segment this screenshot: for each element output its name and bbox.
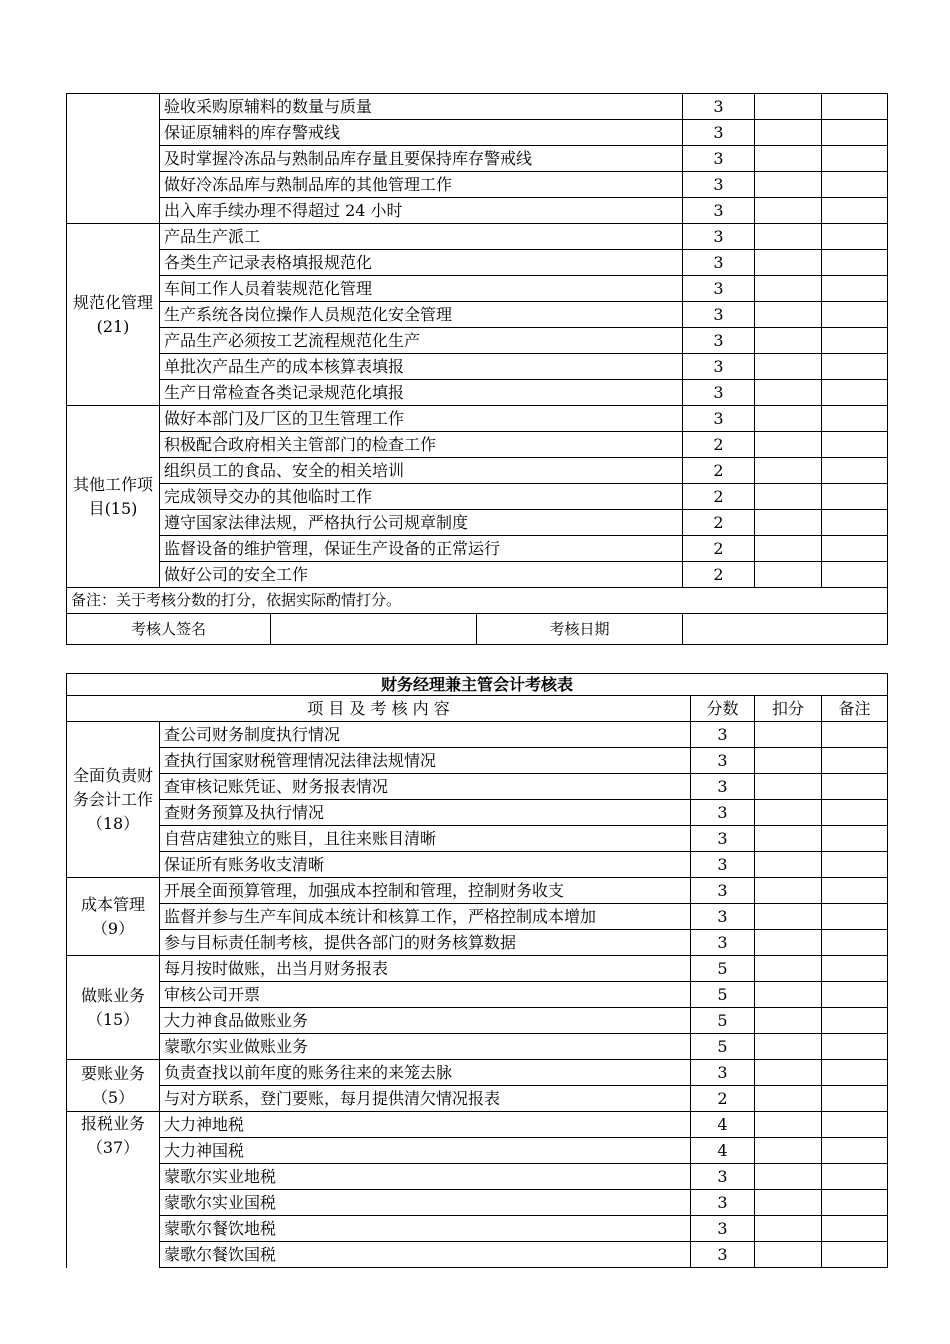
table-row	[67, 982, 888, 1008]
deduct-cell[interactable]	[755, 276, 822, 302]
remark-cell[interactable]	[822, 198, 888, 224]
item-cell: 积极配合政府相关主管部门的检查工作	[160, 432, 683, 458]
item-cell: 保证原辅料的库存警戒线	[160, 120, 683, 146]
score-cell: 5	[691, 1008, 755, 1034]
remark-cell[interactable]	[822, 774, 888, 800]
remark-cell[interactable]	[822, 1034, 888, 1060]
table-row	[67, 250, 888, 276]
item-cell: 生产日常检查各类记录规范化填报	[160, 380, 683, 406]
deduct-cell[interactable]	[755, 800, 822, 826]
finance-manager-evaluation-table	[66, 673, 888, 1268]
score-cell: 3	[691, 826, 755, 852]
remark-cell[interactable]	[822, 826, 888, 852]
category-cell: 规范化管理(21)	[67, 224, 160, 406]
item-cell: 出入库手续办理不得超过 24 小时	[160, 198, 683, 224]
signature-row	[67, 614, 888, 645]
table-row	[67, 198, 888, 224]
table-row	[67, 852, 888, 878]
deduct-cell[interactable]	[755, 562, 822, 588]
score-cell: 3	[691, 904, 755, 930]
header-row	[67, 696, 888, 722]
remark-cell[interactable]	[822, 1008, 888, 1034]
remark-cell[interactable]	[822, 484, 888, 510]
item-cell: 蒙歌尔餐饮地税	[160, 1216, 691, 1242]
remark-cell[interactable]	[822, 930, 888, 956]
remark-cell[interactable]	[822, 94, 888, 120]
table-row	[67, 172, 888, 198]
table-row	[67, 302, 888, 328]
item-cell: 监督并参与生产车间成本统计和核算工作，严格控制成本增加	[160, 904, 691, 930]
remark-cell[interactable]	[822, 354, 888, 380]
deduct-cell[interactable]	[755, 146, 822, 172]
item-cell: 蒙歌尔实业地税	[160, 1164, 691, 1190]
score-cell: 3	[683, 120, 755, 146]
deduct-cell[interactable]	[755, 826, 822, 852]
deduct-cell[interactable]	[755, 328, 822, 354]
item-cell: 查审核记账凭证、财务报表情况	[160, 774, 691, 800]
score-cell: 5	[691, 982, 755, 1008]
deduct-cell[interactable]	[755, 1086, 822, 1112]
score-cell: 3	[683, 406, 755, 432]
title-row	[67, 674, 888, 696]
score-cell: 3	[683, 354, 755, 380]
table-row	[67, 328, 888, 354]
remark-cell[interactable]	[822, 748, 888, 774]
score-cell: 3	[683, 328, 755, 354]
header-content: 项 目 及 考 核 内 容	[67, 696, 691, 722]
table-row	[67, 956, 888, 982]
item-cell: 查执行国家财税管理情况法律法规情况	[160, 748, 691, 774]
item-cell: 做好冷冻品库与熟制品库的其他管理工作	[160, 172, 683, 198]
score-cell: 3	[683, 146, 755, 172]
item-cell: 产品生产必须按工艺流程规范化生产	[160, 328, 683, 354]
remark-cell[interactable]	[822, 1242, 888, 1268]
item-cell: 蒙歌尔餐饮国税	[160, 1242, 691, 1268]
item-cell: 完成领导交办的其他临时工作	[160, 484, 683, 510]
deduct-cell[interactable]	[755, 458, 822, 484]
table-row	[67, 1138, 888, 1164]
remark-cell[interactable]	[822, 1086, 888, 1112]
item-cell: 产品生产派工	[160, 224, 683, 250]
remark-cell[interactable]	[822, 800, 888, 826]
date-label: 考核日期	[477, 614, 683, 645]
item-cell: 蒙歌尔实业国税	[160, 1190, 691, 1216]
table-row	[67, 1086, 888, 1112]
remark-cell[interactable]	[822, 1190, 888, 1216]
category-cell	[67, 94, 160, 224]
deduct-cell[interactable]	[755, 1216, 822, 1242]
deduct-cell[interactable]	[755, 406, 822, 432]
table-row	[67, 484, 888, 510]
remark-row	[67, 588, 888, 614]
deduct-cell[interactable]	[755, 510, 822, 536]
item-cell: 查公司财务制度执行情况	[160, 722, 691, 748]
remark-cell[interactable]	[822, 1164, 888, 1190]
item-cell: 每月按时做账，出当月财务报表	[160, 956, 691, 982]
score-cell: 2	[683, 458, 755, 484]
item-cell: 做好公司的安全工作	[160, 562, 683, 588]
table-row	[67, 354, 888, 380]
remark-cell[interactable]	[822, 904, 888, 930]
item-cell: 与对方联系，登门要账，每月提供清欠情况报表	[160, 1086, 691, 1112]
item-cell: 大力神国税	[160, 1138, 691, 1164]
table-row	[67, 1034, 888, 1060]
table-row	[67, 1164, 888, 1190]
remark-cell[interactable]	[822, 146, 888, 172]
deduct-cell[interactable]	[755, 432, 822, 458]
remark-cell[interactable]	[822, 432, 888, 458]
date-field[interactable]	[683, 614, 888, 645]
evaluation-table-continued	[66, 93, 888, 645]
deduct-cell[interactable]	[755, 774, 822, 800]
item-cell: 组织员工的食品、安全的相关培训	[160, 458, 683, 484]
table-row	[67, 276, 888, 302]
item-cell: 及时掌握冷冻品与熟制品库存量且要保持库存警戒线	[160, 146, 683, 172]
score-cell: 3	[691, 930, 755, 956]
deduct-cell[interactable]	[755, 748, 822, 774]
item-cell: 遵守国家法律法规，严格执行公司规章制度	[160, 510, 683, 536]
remark-cell[interactable]	[822, 1138, 888, 1164]
score-cell: 3	[691, 1164, 755, 1190]
deduct-cell[interactable]	[755, 484, 822, 510]
item-cell: 验收采购原辅料的数量与质量	[160, 94, 683, 120]
remark-cell[interactable]	[822, 250, 888, 276]
deduct-cell[interactable]	[755, 120, 822, 146]
score-cell: 3	[683, 302, 755, 328]
score-cell: 5	[691, 1034, 755, 1060]
remark-cell[interactable]	[822, 562, 888, 588]
score-cell: 2	[683, 432, 755, 458]
table-row	[67, 748, 888, 774]
deduct-cell[interactable]	[755, 1164, 822, 1190]
deduct-cell[interactable]	[755, 536, 822, 562]
remark-cell[interactable]	[822, 1060, 888, 1086]
deduct-cell[interactable]	[755, 982, 822, 1008]
score-cell: 3	[683, 172, 755, 198]
remark-cell[interactable]	[822, 1112, 888, 1138]
table-row	[67, 224, 888, 250]
item-cell: 大力神地税	[160, 1112, 691, 1138]
deduct-cell[interactable]	[755, 904, 822, 930]
score-cell: 3	[691, 1242, 755, 1268]
deduct-cell[interactable]	[755, 1138, 822, 1164]
category-cell: 要账业务（5）	[67, 1060, 160, 1112]
item-cell: 做好本部门及厂区的卫生管理工作	[160, 406, 683, 432]
score-cell: 3	[691, 852, 755, 878]
deduct-cell[interactable]	[755, 250, 822, 276]
item-cell: 参与目标责任制考核，提供各部门的财务核算数据	[160, 930, 691, 956]
remark-cell[interactable]	[822, 380, 888, 406]
item-cell: 各类生产记录表格填报规范化	[160, 250, 683, 276]
score-cell: 4	[691, 1112, 755, 1138]
table-row	[67, 1112, 888, 1138]
category-cell: 成本管理（9）	[67, 878, 160, 956]
score-cell: 3	[683, 276, 755, 302]
deduct-cell[interactable]	[755, 354, 822, 380]
table-row	[67, 1060, 888, 1086]
table-row	[67, 458, 888, 484]
score-cell: 3	[683, 94, 755, 120]
deduct-cell[interactable]	[755, 1060, 822, 1086]
remark-cell[interactable]	[822, 224, 888, 250]
item-cell: 蒙歌尔实业做账业务	[160, 1034, 691, 1060]
remark-cell[interactable]	[822, 510, 888, 536]
deduct-cell[interactable]	[755, 1190, 822, 1216]
deduct-cell[interactable]	[755, 1008, 822, 1034]
remark-cell[interactable]	[822, 722, 888, 748]
remark-cell[interactable]	[822, 120, 888, 146]
table-row	[67, 94, 888, 120]
remark-cell[interactable]	[822, 406, 888, 432]
deduct-cell[interactable]	[755, 1034, 822, 1060]
item-cell: 车间工作人员着装规范化管理	[160, 276, 683, 302]
remark-cell[interactable]	[822, 956, 888, 982]
score-cell: 3	[683, 198, 755, 224]
table-row	[67, 380, 888, 406]
deduct-cell[interactable]	[755, 1112, 822, 1138]
table-row	[67, 826, 888, 852]
category-cell: 报税业务（37）	[67, 1112, 160, 1268]
signer-field[interactable]	[271, 614, 477, 645]
item-cell: 自营店建独立的账目，且往来账目清晰	[160, 826, 691, 852]
table-row	[67, 510, 888, 536]
item-cell: 负责查找以前年度的账务往来的来笼去脉	[160, 1060, 691, 1086]
table-row	[67, 120, 888, 146]
table-row	[67, 562, 888, 588]
item-cell: 查财务预算及执行情况	[160, 800, 691, 826]
item-cell: 保证所有账务收支清晰	[160, 852, 691, 878]
table-row	[67, 904, 888, 930]
deduct-cell[interactable]	[755, 224, 822, 250]
table-row	[67, 536, 888, 562]
remark-cell[interactable]	[822, 276, 888, 302]
score-cell: 3	[691, 748, 755, 774]
score-cell: 3	[683, 250, 755, 276]
remark-cell[interactable]	[822, 458, 888, 484]
category-cell: 做账业务（15）	[67, 956, 160, 1060]
table-row	[67, 1008, 888, 1034]
item-cell: 生产系统各岗位操作人员规范化安全管理	[160, 302, 683, 328]
score-cell: 2	[683, 510, 755, 536]
header-remark: 备注	[822, 696, 888, 722]
category-cell: 其他工作项目(15)	[67, 406, 160, 588]
score-cell: 3	[691, 1190, 755, 1216]
deduct-cell[interactable]	[755, 878, 822, 904]
table-row	[67, 930, 888, 956]
remark-cell[interactable]	[822, 536, 888, 562]
remark-cell[interactable]	[822, 878, 888, 904]
score-cell: 2	[683, 484, 755, 510]
category-cell: 全面负责财务会计工作（18）	[67, 722, 160, 878]
table-row	[67, 406, 888, 432]
item-cell: 单批次产品生产的成本核算表填报	[160, 354, 683, 380]
deduct-cell[interactable]	[755, 722, 822, 748]
deduct-cell[interactable]	[755, 956, 822, 982]
score-cell: 3	[691, 774, 755, 800]
item-cell: 监督设备的维护管理，保证生产设备的正常运行	[160, 536, 683, 562]
table-title: 财务经理兼主管会计考核表	[67, 674, 888, 696]
score-cell: 3	[683, 380, 755, 406]
score-cell: 2	[683, 536, 755, 562]
deduct-cell[interactable]	[755, 302, 822, 328]
deduct-cell[interactable]	[755, 852, 822, 878]
table-row	[67, 1190, 888, 1216]
score-cell: 2	[691, 1086, 755, 1112]
score-cell: 3	[691, 1216, 755, 1242]
remark-note: 备注：关于考核分数的打分，依据实际酌情打分。	[67, 588, 888, 614]
score-cell: 3	[691, 878, 755, 904]
table-row	[67, 146, 888, 172]
item-cell: 审核公司开票	[160, 982, 691, 1008]
score-cell: 4	[691, 1138, 755, 1164]
signer-label: 考核人签名	[67, 614, 271, 645]
remark-cell[interactable]	[822, 982, 888, 1008]
table-row	[67, 1216, 888, 1242]
item-cell: 大力神食品做账业务	[160, 1008, 691, 1034]
deduct-cell[interactable]	[755, 1242, 822, 1268]
remark-cell[interactable]	[822, 302, 888, 328]
score-cell: 5	[691, 956, 755, 982]
header-deduct: 扣分	[755, 696, 822, 722]
table-row	[67, 722, 888, 748]
table-row	[67, 1242, 888, 1268]
score-cell: 3	[683, 224, 755, 250]
deduct-cell[interactable]	[755, 94, 822, 120]
table-row	[67, 774, 888, 800]
deduct-cell[interactable]	[755, 930, 822, 956]
header-score: 分数	[691, 696, 755, 722]
item-cell: 开展全面预算管理，加强成本控制和管理，控制财务收支	[160, 878, 691, 904]
deduct-cell[interactable]	[755, 172, 822, 198]
remark-cell[interactable]	[822, 1216, 888, 1242]
score-cell: 3	[691, 1060, 755, 1086]
deduct-cell[interactable]	[755, 198, 822, 224]
remark-cell[interactable]	[822, 852, 888, 878]
remark-cell[interactable]	[822, 172, 888, 198]
score-cell: 3	[691, 722, 755, 748]
remark-cell[interactable]	[822, 328, 888, 354]
score-cell: 2	[683, 562, 755, 588]
table-row	[67, 432, 888, 458]
deduct-cell[interactable]	[755, 380, 822, 406]
table-row	[67, 878, 888, 904]
table-row	[67, 800, 888, 826]
score-cell: 3	[691, 800, 755, 826]
